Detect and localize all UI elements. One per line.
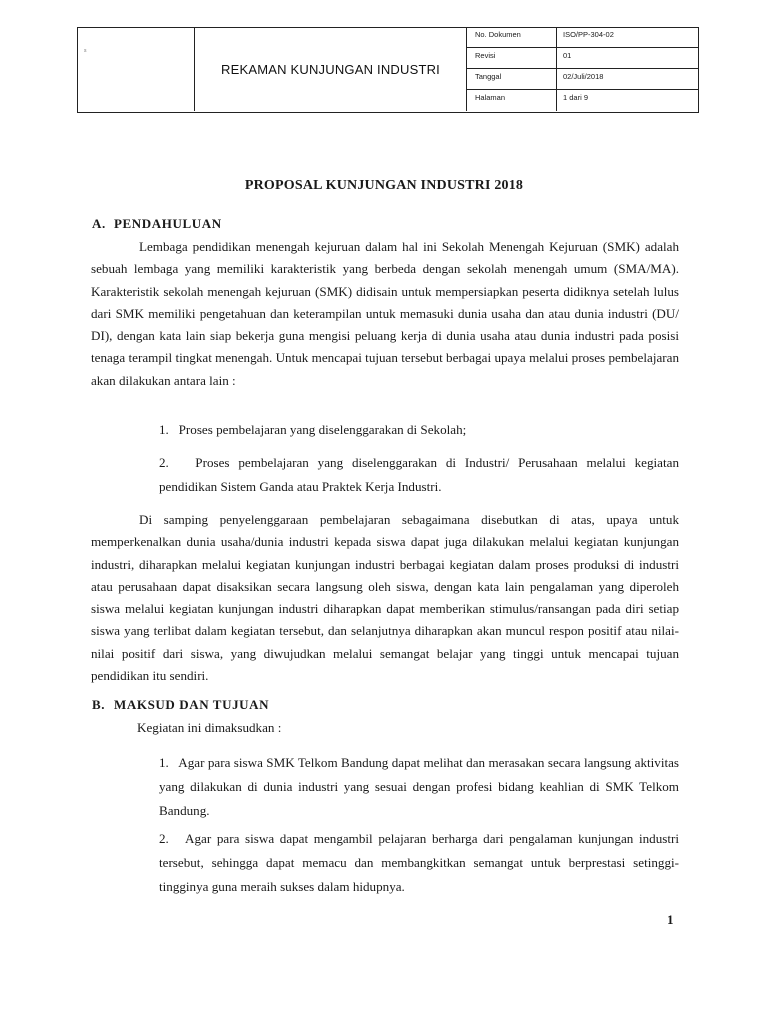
meta-key: Tanggal [475,72,502,81]
section-a-list-item-1: 1. Proses pembelajaran yang diselenggarakan di Sekolah; [159,422,467,437]
meta-row-page [467,90,698,111]
logo-mark: s [84,48,87,54]
meta-key: No. Dokumen [475,30,521,39]
meta-key: Halaman [475,93,506,102]
section-b-heading [92,697,269,713]
document-meta-table [467,27,698,111]
page-number: 1 [667,912,674,927]
section-b-list-item-1: 1. Agar para siswa SMK Telkom Bandung dapat melihat dan merasakan secara langsung aktivitas yang dilakukan di dunia industri yang sesuai dengan profesi bidang keahlian di SMK Telkom Bandung. [159,755,679,818]
header-title: REKAMAN KUNJUNGAN INDUSTRI [195,27,467,111]
section-b-intro: Kegiatan ini dimaksudkan : [137,720,282,735]
section-a-list-item-2: 2. Proses pembelajaran yang diselenggarakan di Industri/ Perusahaan melalui kegiatan pendidikan Sistem Ganda atau Praktek Kerja Industri. [159,455,679,494]
section-number: A. [92,216,106,231]
meta-value: 02/Juli/2018 [563,72,604,81]
section-title: MAKSUD DAN TUJUAN [114,697,270,712]
meta-row-date [467,69,698,90]
logo-cell [77,27,195,111]
document-title: PROPOSAL KUNJUNGAN INDUSTRI 2018 [244,178,524,193]
meta-row-document-number [467,27,698,48]
section-title: PENDAHULUAN [114,216,222,231]
paragraph-text: Di samping penyelenggaraan pembelajaran sebagaimana disebutkan di atas, upaya untuk memperkenalkan dunia usaha/dunia industri kepada siswa dapat juga dilakukan melalui kegiatan kunjungan industri, diharapkan melalui kegiatan kunjungan industri berbagai kegiatan dalam proses produksi di industri atau perusahaan dapat disaksikan secara langsung oleh siswa, dengan kata lain pengalaman yang diperoleh siswa melalui kegiatan kunjungan industri diharapkan dapat memberikan stimulus/ransangan pada diri setiap siswa yang terlibat dalam kegiatan tersebut, dan selanjutnya diharapkan akan muncul respon positif atau nilai-nilai positif dari siswa, yang diwujudkan melalui semangat belajar yang tinggi untuk mencapai tujuan pendidikan itu sendiri. [91,512,679,684]
section-a-heading [92,216,222,232]
section-a-paragraph-1 [91,236,679,392]
meta-value: 01 [563,51,572,60]
section-b-list-item-2: 2. Agar para siswa dapat mengambil pelajaran berharga dari pengalaman kunjungan industri tersebut, sehingga dapat memacu dan membangkitkan semangat untuk berprestasi setinggi-tingginya guna meraih sukses dalam hidupnya. [159,831,679,894]
meta-row-revision [467,48,698,69]
section-number: B. [92,697,106,712]
paragraph-text: Lembaga pendidikan menengah kejuruan dalam hal ini Sekolah Menengah Kejuruan (SMK) adalah sebuah lembaga yang memiliki karakteristik yang berbeda dengan sekolah menengah umum (SMA/MA). Karakteristik sekolah menengah kejuruan (SMK) didisain untuk mempersiapkan peserta didiknya setelah lulus dari SMK memiliki pengetahuan dan keterampilan untuk memasuki dunia usaha dan atau dunia industri (DU/ DI), dengan kata lain siap bekerja guna mengisi peluang kerja di dunia usaha atau dunia industri pada posisi tenaga terampil tingkat menengah. Untuk mencapai tujuan tersebut berbagai upaya melalui proses pembelajaran akan dilakukan antara lain : [91,239,679,388]
section-a-paragraph-2 [91,509,679,687]
meta-key: Revisi [475,51,496,60]
meta-value: ISO/PP-304-02 [563,30,614,39]
meta-value: 1 dari 9 [563,93,589,102]
